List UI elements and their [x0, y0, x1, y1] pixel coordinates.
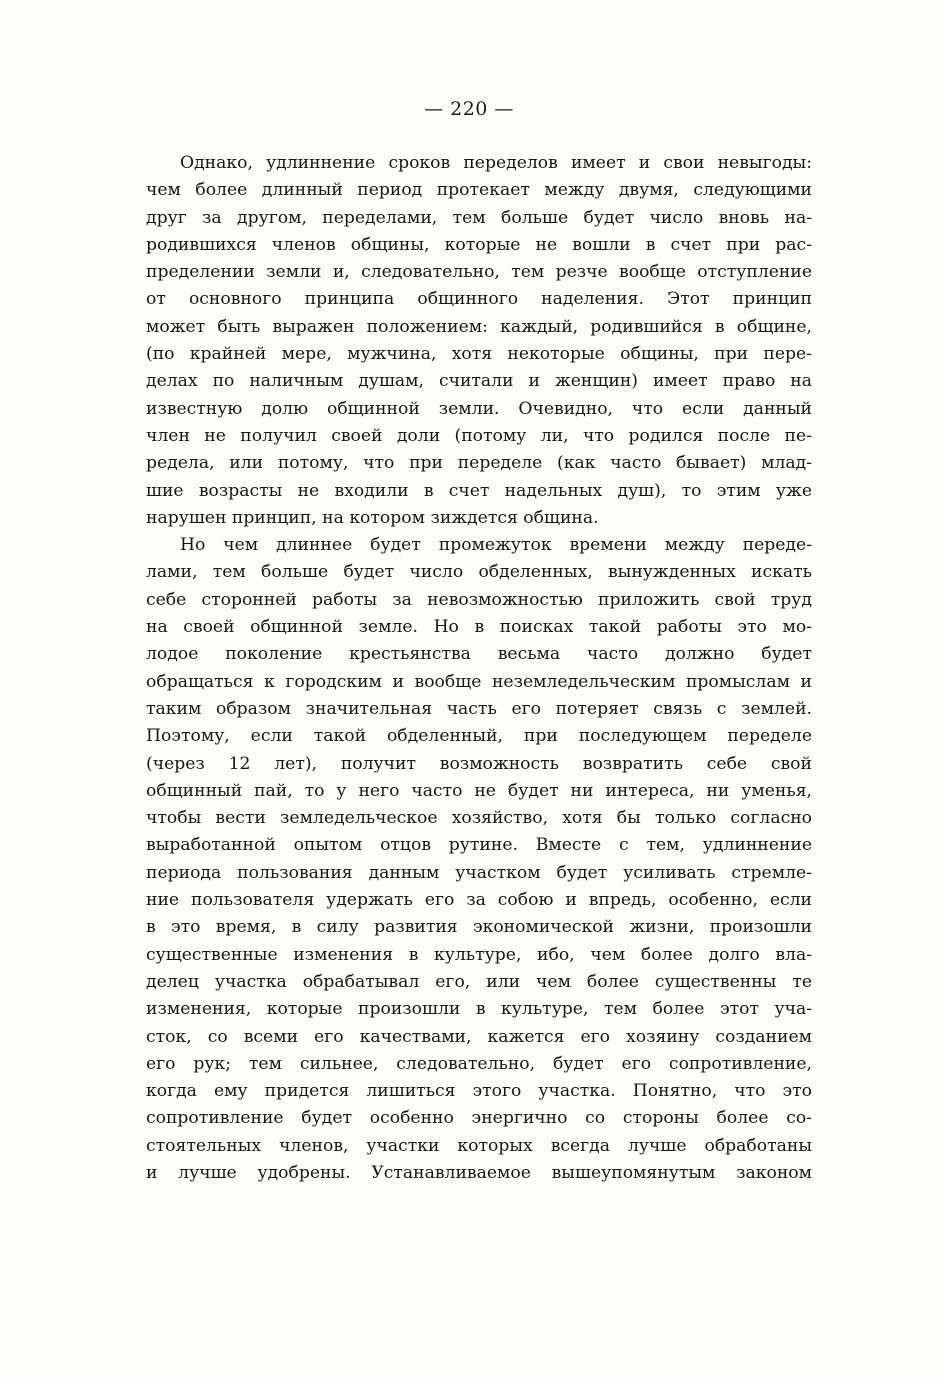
- text-line: выработанной опытом отцов рутине. Вместе с тем, удлиннение: [146, 835, 812, 856]
- text-line: может быть выражен положением: каждый, родившийся в общине,: [146, 316, 812, 337]
- text-line: таким образом значительная часть его потеряет связь с землей.: [146, 698, 812, 719]
- text-line: изменения, которые произошли в культуре, тем более этот уча-: [146, 999, 812, 1020]
- text-line: сопротивление будет особенно энергично со стороны более со-: [146, 1108, 812, 1129]
- text-line: редела, или потому, что при переделе (как часто бывает) млад-: [146, 453, 812, 474]
- text-line: его рук; тем сильнее, следовательно, будет его сопротивление,: [146, 1053, 812, 1074]
- text-line: Однако, удлиннение сроков переделов имеет и свои невыгоды:: [180, 153, 812, 173]
- text-line: сток, со всеми его качествами, кажется его хозяину созданием: [146, 1026, 812, 1047]
- text-line: от основного принципа общинного наделения. Этот принцип: [146, 289, 812, 310]
- text-line: родившихся членов общины, которые не вошли в счет при рас-: [146, 234, 812, 255]
- text-line: делец участка обрабатывал его, или чем более существенны те: [146, 971, 812, 992]
- text-line: шие возрасты не входили в счет надельных душ), то этим уже: [146, 480, 812, 501]
- text-line: существенные изменения в культуре, ибо, чем более долго вла-: [146, 944, 812, 965]
- text-line: (через 12 лет), получит возможность возвратить себе свой: [146, 753, 812, 774]
- text-line: нарушен принцип, на котором зиждется община.: [146, 507, 599, 528]
- text-line: стоятельных членов, участки которых всегда лучше обработаны: [146, 1135, 812, 1156]
- paragraph-2: [146, 532, 812, 1187]
- body-text: [146, 150, 812, 1187]
- text-line: себе сторонней работы за невозможностью приложить свой труд: [146, 589, 812, 610]
- text-line: лами, тем больше будет число обделенных, вынужденных искать: [146, 562, 812, 583]
- text-line: чем более длинный период протекает между двумя, следующими: [146, 180, 812, 201]
- text-line: когда ему придется лишиться этого участка. Понятно, что это: [146, 1081, 812, 1102]
- text-line: делах по наличным душам, считали и женщин) имеет право на: [146, 371, 812, 392]
- text-line: в это время, в силу развития экономической жизни, произошли: [146, 917, 812, 938]
- text-line: Но чем длиннее будет промежуток времени между переде-: [180, 535, 812, 556]
- text-line: лодое поколение крестьянства весьма часто должно будет: [146, 644, 812, 665]
- text-line: пределении земли и, следовательно, тем резче вообще отступление: [146, 262, 812, 283]
- text-line: общинный пай, то у него часто не будет ни интереса, ни уменья,: [146, 780, 812, 801]
- page-number: — 220 —: [424, 98, 514, 120]
- text-line: и лучше удобрены. Устанавливаемое вышеупомянутым законом: [146, 1162, 812, 1183]
- text-line: ние пользователя удержать его за собою и впредь, особенно, если: [146, 890, 812, 911]
- text-line: чтобы вести земледельческое хозяйство, хотя бы только согласно: [146, 808, 812, 829]
- paragraph-1: [146, 150, 812, 532]
- text-line: известную долю общинной земли. Очевидно, что если данный: [146, 398, 812, 419]
- text-line: периода пользования данным участком будет усиливать стремле-: [146, 862, 812, 883]
- text-line: Поэтому, если такой обделенный, при последующем переделе: [146, 726, 812, 747]
- text-line: (по крайней мере, мужчина, хотя некоторые общины, при пере-: [146, 344, 812, 365]
- text-line: на своей общинной земле. Но в поисках такой работы это мо-: [146, 617, 812, 638]
- text-line: член не получил своей доли (потому ли, что родился после пе-: [146, 425, 812, 446]
- text-line: друг за другом, переделами, тем больше будет число вновь на-: [146, 207, 812, 228]
- text-line: обращаться к городским и вообще неземледельческим промыслам и: [146, 671, 812, 692]
